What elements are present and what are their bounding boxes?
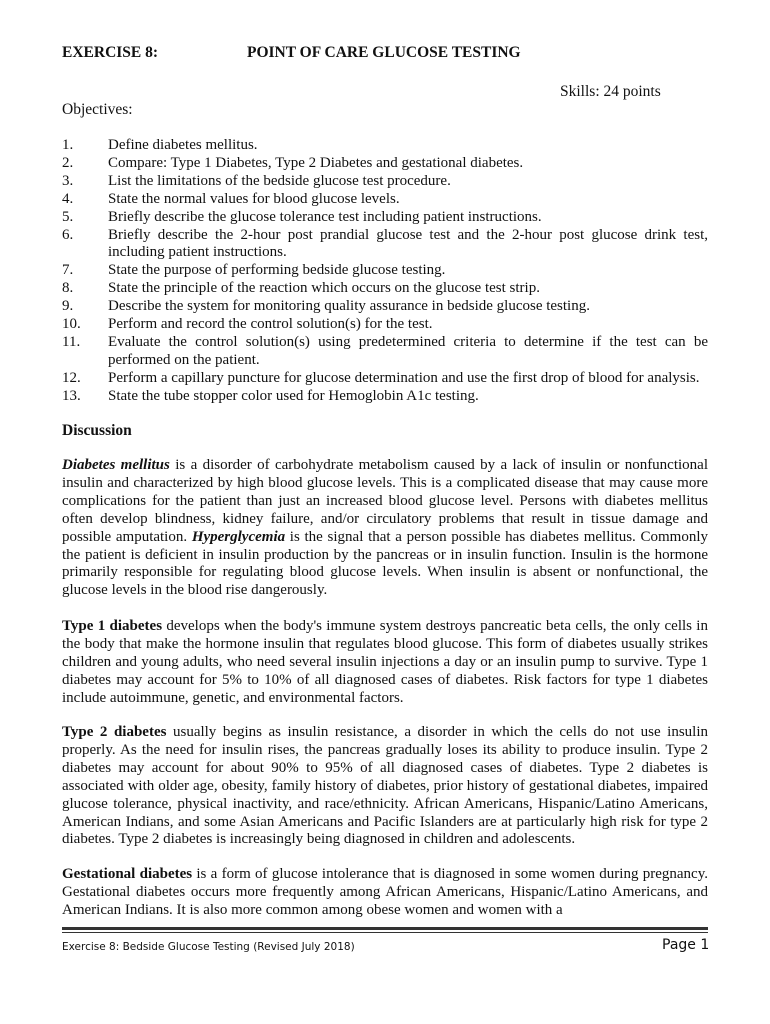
objective-number: 7. xyxy=(62,262,74,279)
exercise-label: EXERCISE 8: xyxy=(62,44,159,61)
objective-number: 2. xyxy=(62,154,74,171)
paragraph-type1 xyxy=(62,618,708,708)
objective-text: Perform and record the control solution(s) for the test. xyxy=(108,316,433,333)
objective-number: 10. xyxy=(62,316,81,333)
paragraph-gestational xyxy=(62,866,708,920)
paragraph-text: is a disorder of carbohydrate metabolism caused by a lack of insulin or nonfunctional insulin and characterized by high blood glucose levels. This is a complicated disease that may cause more complications for the patient than just an increased blood glucose level. Persons with diabetes mellitus often develop blindness, kidney failure, and/or circulatory problems that result in tissue damage and possible amputation. xyxy=(62,457,709,545)
term-diabetes-mellitus: Diabetes mellitus xyxy=(62,457,170,473)
objective-number: 6. xyxy=(62,226,74,243)
objective-number: 1. xyxy=(62,137,74,153)
objective-number: 12. xyxy=(62,369,81,386)
footer-rule-thick xyxy=(62,927,708,930)
objective-item xyxy=(62,388,708,406)
objective-item xyxy=(62,370,708,388)
objective-text: State the purpose of performing bedside glucose testing. xyxy=(108,262,446,279)
paragraph-text: develops when the body's immune system destroys pancreatic beta cells, the only cells in the body that make the hormone insulin that regulates blood glucose. This form of diabetes usually strikes children and young adults, who need several insulin injections a day or an insulin pump to survive. Type 1 diabetes may account for 5% to 10% of all diagnosed cases of diabetes. Risk factors for type 1 diabetes include autoimmune, genetic, and environmental factors. xyxy=(62,618,708,706)
objective-text: State the principle of the reaction which occurs on the glucose test strip. xyxy=(108,280,540,297)
objective-number: 11. xyxy=(62,333,81,350)
skills-points: Skills: 24 points xyxy=(560,83,661,100)
objectives-list xyxy=(62,137,708,406)
objective-item xyxy=(62,191,708,209)
term-type1: Type 1 diabetes xyxy=(62,618,163,634)
objective-text: State the tube stopper color used for Hemoglobin A1c testing. xyxy=(108,387,479,404)
paragraph-text: is the signal that a person possible has diabetes mellitus. Commonly the patient is deficient in insulin production by the pancreas or in insulin function. Insulin is the hormone primarily responsible for regulating blood glucose levels. When insulin is absent or nonfunctional, the glucose levels in the blood rise dangerously. xyxy=(62,528,709,599)
objective-number: 9. xyxy=(62,298,74,315)
discussion-heading: Discussion xyxy=(62,422,132,439)
term-hyperglycemia: Hyperglycemia xyxy=(191,528,286,545)
objective-item xyxy=(62,298,708,316)
objective-text: Evaluate the control solution(s) using predetermined criteria to determine if the test can be performed on the patient. xyxy=(108,333,708,368)
objective-text: Briefly describe the glucose tolerance test including patient instructions. xyxy=(108,208,542,225)
page-title: POINT OF CARE GLUCOSE TESTING xyxy=(247,44,521,61)
objective-text: State the normal values for blood glucose levels. xyxy=(108,190,400,207)
objective-text: Compare: Type 1 Diabetes, Type 2 Diabetes and gestational diabetes. xyxy=(108,154,524,171)
objective-item xyxy=(62,280,708,298)
paragraph-text: usually begins as insulin resistance, a disorder in which the cells do not use insulin properly. As the need for insulin rises, the pancreas gradually loses its ability to produce insulin. Type 2 diabetes may account for about 90% to 95% of all diagnosed cases of diabetes. Type 2 diabetes is associated with older age, obesity, family history of diabetes, prior history of gestational diabetes, impaired glucose tolerance, physical inactivity, and race/ethnicity. African Americans, Hispanic/Latino Americans, American Indians, and some Asian Americans and Pacific Islanders are at particularly high risk for type 2 diabetes. Type 2 diabetes is increasingly being diagnosed in children and adolescents. xyxy=(62,724,708,848)
objective-item xyxy=(62,262,708,280)
objective-item xyxy=(62,227,708,263)
objective-item xyxy=(62,155,708,173)
term-gestational: Gestational diabetes xyxy=(62,866,193,882)
objective-item xyxy=(62,316,708,334)
objective-item xyxy=(62,209,708,227)
objective-text: Briefly describe the 2-hour post prandial glucose test and the 2-hour post glucose drink test, including patient instructions. xyxy=(108,226,708,261)
paragraph-diabetes-mellitus xyxy=(62,457,708,600)
objective-number: 4. xyxy=(62,190,74,207)
objective-item xyxy=(62,173,708,191)
page-number: Page 1 xyxy=(662,937,710,953)
footer-text: Exercise 8: Bedside Glucose Testing (Revised July 2018) xyxy=(62,941,355,953)
objectives-label: Objectives: xyxy=(62,101,133,118)
objective-text: List the limitations of the bedside glucose test procedure. xyxy=(108,172,451,189)
term-type2: Type 2 diabetes xyxy=(62,724,167,740)
objective-text: Define diabetes mellitus. xyxy=(108,137,258,153)
objective-item xyxy=(62,137,708,155)
footer-rule-thin xyxy=(62,932,708,933)
objective-text: Perform a capillary puncture for glucose determination and use the first drop of blood for analysis. xyxy=(108,369,700,386)
paragraph-type2 xyxy=(62,724,708,849)
paragraph-text: is a form of glucose intolerance that is diagnosed in some women during pregnancy. Gestational diabetes occurs more frequently among African Americans, Hispanic/Latino Americans, and American Indians. It is also more common among obese women and women with a xyxy=(62,866,708,918)
objective-text: Describe the system for monitoring quality assurance in bedside glucose testing. xyxy=(108,298,590,315)
objective-number: 13. xyxy=(62,387,81,404)
objective-number: 5. xyxy=(62,208,74,225)
objective-number: 8. xyxy=(62,280,74,297)
objective-number: 3. xyxy=(62,172,74,189)
objective-item xyxy=(62,334,708,370)
